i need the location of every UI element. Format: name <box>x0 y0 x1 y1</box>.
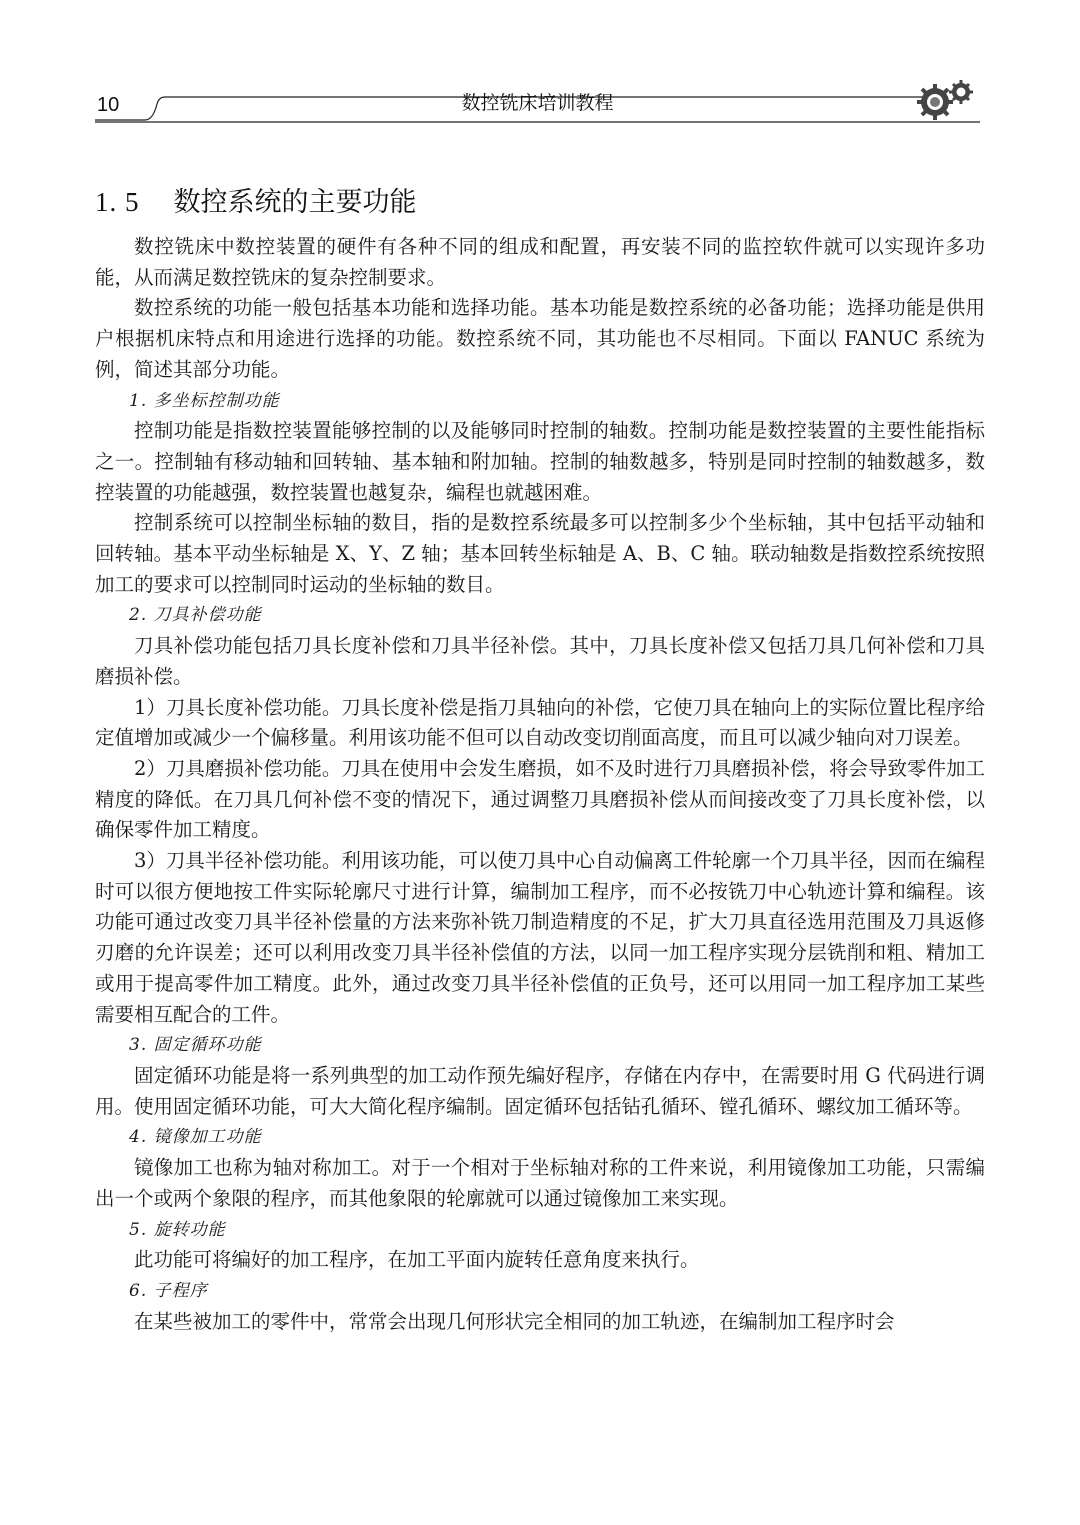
section-heading <box>95 180 417 219</box>
paragraph: 3）刀具半径补偿功能。利用该功能，可以使刀具中心自动偏离工件轮廓一个刀具半径，因而在编程时可以很方便地按工件实际轮廓尺寸进行计算，编制加工程序，而不必按铣刀中心轨迹计算和编程。该功能可通过改变刀具半径补偿量的方法来弥补铣刀制造精度的不足，扩大刀具直径选用范围及刀具返修刃磨的允许误差；还可以利用改变刀具半径补偿值的方法，以同一加工程序实现分层铣削和粗、精加工或用于提高零件加工精度。此外，通过改变刀具半径补偿值的正负号，还可以用同一加工程序加工某些需要相互配合的工件。 <box>95 849 985 1026</box>
paragraph: 控制系统可以控制坐标轴的数目，指的是数控系统最多可以控制多少个坐标轴，其中包括平动轴和回转轴。基本平动坐标轴是 X、Y、Z 轴；基本回转坐标轴是 A、B、C 轴。联动轴数是指数控系统按照加工的要求可以控制同时运动的坐标轴的数目。 <box>95 511 985 596</box>
paragraph: 在某些被加工的零件中，常常会出现几何形状完全相同的加工轨迹，在编制加工程序时会 <box>134 1309 895 1333</box>
page-number: 10 <box>97 94 120 116</box>
subheading: 4. 镜像加工功能 <box>129 1127 262 1148</box>
section-number: 1. 5 <box>95 187 140 217</box>
subheading: 5. 旋转功能 <box>129 1219 226 1240</box>
paragraph: 控制功能是指数控装置能够控制的以及能够同时控制的轴数。控制功能是数控装置的主要性能指标之一。控制轴有移动轴和回转轴、基本轴和附加轴。控制的轴数越多，特别是同时控制的轴数越多，数控装置的功能越强，数控装置也越复杂，编程也就越困难。 <box>95 419 985 504</box>
gear-icon <box>917 78 977 120</box>
body-text <box>95 232 985 1337</box>
paragraph: 数控系统的功能一般包括基本功能和选择功能。基本功能是数控系统的必备功能；选择功能是供用户根据机床特点和用途进行选择的功能。数控系统不同，其功能也不尽相同。下面以 FANUC 系统为例，简述其部分功能。 <box>95 296 985 381</box>
page-header <box>95 78 980 128</box>
subheading: 1. 多坐标控制功能 <box>129 390 280 411</box>
paragraph: 1）刀具长度补偿功能。刀具长度补偿是指刀具轴向的补偿，它使刀具在轴向上的实际位置比程序给定值增加或减少一个偏移量。利用该功能不但可以自动改变切削面高度，而且可以减少轴向对刀误差。 <box>95 695 985 750</box>
paragraph: 数控铣床中数控装置的硬件有各种不同的组成和配置，再安装不同的监控软件就可以实现许多功能，从而满足数控铣床的复杂控制要求。 <box>95 235 985 289</box>
paragraph: 此功能可将编好的加工程序，在加工平面内旋转任意角度来执行。 <box>134 1248 700 1272</box>
paragraph: 刀具补偿功能包括刀具长度补偿和刀具半径补偿。其中，刀具长度补偿又包括刀具几何补偿和刀具磨损补偿。 <box>95 634 985 688</box>
running-title: 数控铣床培训教程 <box>461 92 614 114</box>
subheading: 3. 固定循环功能 <box>129 1035 262 1056</box>
paragraph: 镜像加工也称为轴对称加工。对于一个相对于坐标轴对称的工件来说，利用镜像加工功能，只需编出一个或两个象限的程序，而其他象限的轮廓就可以通过镜像加工来实现。 <box>95 1156 985 1210</box>
subheading: 6. 子程序 <box>129 1280 208 1301</box>
subheading: 2. 刀具补偿功能 <box>129 605 262 626</box>
paragraph: 固定循环功能是将一系列典型的加工动作预先编好程序，存储在内存中，在需要时用 G 代码进行调用。使用固定循环功能，可大大简化程序编制。固定循环包括钻孔循环、镗孔循环、螺纹加工循环等。 <box>95 1063 985 1118</box>
paragraph: 2）刀具磨损补偿功能。刀具在使用中会发生磨损，如不及时进行刀具磨损补偿，将会导致零件加工精度的降低。在刀具几何补偿不变的情况下，通过调整刀具磨损补偿从而间接改变了刀具长度补偿，以确保零件加工精度。 <box>95 756 985 842</box>
section-title: 数控系统的主要功能 <box>173 187 417 218</box>
